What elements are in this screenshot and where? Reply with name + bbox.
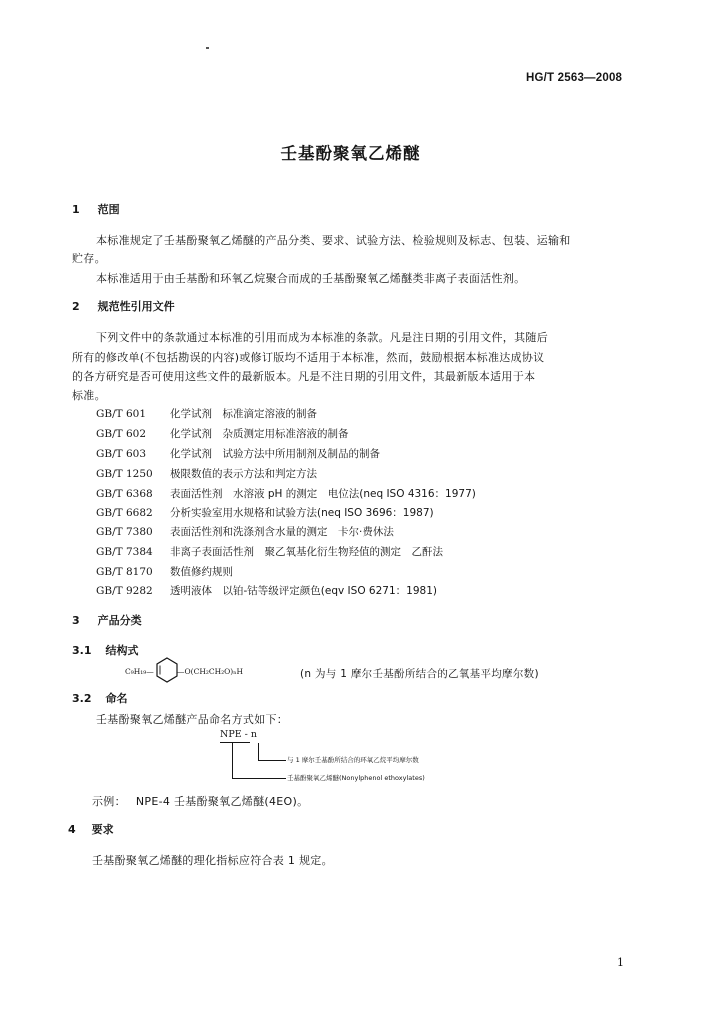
reference-name: 化学试剂 试验方法中所用制剂及制品的制备 (170, 448, 380, 460)
reference-code: GB/T 8170 (96, 566, 153, 578)
reference-name: 表面活性剂 水溶液 pH 的测定 电位法(neq ISO 4316：1977) (170, 488, 476, 500)
reference-name: 非离子表面活性剂 聚乙氧基化衍生物羟值的测定 乙酐法 (170, 546, 443, 558)
formula-note: (n 为与 1 摩尔壬基酚所结合的乙氧基平均摩尔数) (300, 668, 539, 680)
reference-code: GB/T 602 (96, 428, 147, 440)
subsection-3-2-number: 3.2 (72, 692, 92, 705)
subsection-3-1-title: 结构式 (105, 644, 139, 657)
reference-item (96, 583, 437, 598)
section-2-title: 规范性引用文件 (97, 300, 175, 313)
page-number: 1 (617, 956, 624, 969)
section-1-paragraph-1-line-2: 贮存。 (72, 252, 106, 265)
subsection-3-2-heading (72, 690, 128, 706)
section-3-title: 产品分类 (97, 614, 142, 627)
reference-name: 数值修约规则 (170, 566, 233, 578)
reference-name: 化学试剂 杂质测定用标准溶液的制备 (170, 428, 349, 440)
reference-name: 表面活性剂和洗涤剂含水量的测定 卡尔·费休法 (170, 526, 394, 538)
section-3-heading (72, 612, 142, 628)
section-2-heading (72, 298, 175, 314)
reference-item (96, 524, 394, 539)
section-1-paragraph-2: 本标准适用于由壬基酚和环氧乙烷聚合而成的壬基酚聚氧乙烯醚类非离子表面活性剂。 (96, 272, 526, 285)
reference-code: GB/T 601 (96, 408, 147, 420)
reference-name: 分析实验室用水规格和试验方法(neq ISO 3696：1987) (170, 507, 434, 519)
example-label: 示例： (92, 795, 126, 808)
naming-connector-npe-horizontal (232, 778, 286, 779)
section-2-number: 2 (72, 300, 80, 313)
reference-item (96, 505, 434, 520)
reference-item (96, 446, 380, 461)
section-2-paragraph-line-1: 下列文件中的条款通过本标准的引用而成为本标准的条款。凡是注日期的引用文件，其随后 (96, 331, 548, 344)
reference-code: GB/T 7380 (96, 526, 153, 538)
naming-underline (220, 742, 250, 743)
reference-name: 透明液体 以铂-钴等级评定颜色(eqv ISO 6271：1981) (170, 585, 437, 597)
example-text: NPE-4 壬基酚聚氧乙烯醚(4EO)。 (135, 795, 309, 808)
section-1-title: 范围 (97, 203, 120, 216)
reference-code: GB/T 9282 (96, 585, 153, 597)
standard-number: HG/T 2563—2008 (526, 72, 623, 84)
reference-item (96, 406, 317, 421)
naming-label-npe: 壬基酚聚氧乙烯醚(Nonylphenol ethoxylates) (287, 774, 425, 782)
formula-ethoxylate-chain: —O(CH₂CH₂O)ₙH (177, 667, 244, 676)
section-4-heading (68, 821, 114, 837)
subsection-3-1-heading (72, 642, 139, 658)
section-1-paragraph-1-line-1: 本标准规定了壬基酚聚氧乙烯醚的产品分类、要求、试验方法、检验规则及标志、包装、运输和 (96, 234, 571, 247)
reference-name: 化学试剂 标准滴定溶液的制备 (170, 408, 317, 420)
section-4-number: 4 (68, 823, 76, 836)
reference-code: GB/T 603 (96, 448, 147, 460)
section-2-paragraph-line-4: 标准。 (72, 389, 106, 402)
reference-name: 极限数值的表示方法和判定方法 (170, 468, 317, 480)
document-title: 壬基酚聚氧乙烯醚 (280, 144, 421, 163)
reference-code: GB/T 6682 (96, 507, 153, 519)
naming-connector-n-vertical (258, 743, 259, 760)
reference-item (96, 466, 317, 481)
section-3-number: 3 (72, 614, 80, 627)
reference-item (96, 544, 443, 559)
naming-connector-npe-vertical (232, 743, 233, 778)
naming-example (92, 793, 308, 809)
naming-code: NPE - n (220, 729, 258, 740)
section-4-paragraph: 壬基酚聚氧乙烯醚的理化指标应符合表 1 规定。 (92, 854, 333, 867)
reference-code: GB/T 7384 (96, 546, 153, 558)
section-4-title: 要求 (91, 823, 114, 836)
section-2-paragraph-line-2: 所有的修改单(不包括勘误的内容)或修订版均不适用于本标准，然而，鼓励根据本标准达成协议 (72, 351, 545, 364)
section-2-paragraph-line-3: 的各方研究是否可使用这些文件的最新版本。凡是不注日期的引用文件，其最新版本适用于本 (72, 370, 536, 383)
reference-item (96, 426, 349, 441)
naming-intro: 壬基酚聚氧乙烯醚产品命名方式如下： (96, 713, 289, 726)
scan-speck (206, 47, 209, 49)
subsection-3-2-title: 命名 (105, 692, 128, 705)
section-1-heading (72, 201, 120, 217)
benzene-ring-icon (155, 657, 179, 683)
reference-code: GB/T 6368 (96, 488, 153, 500)
reference-item (96, 486, 476, 501)
reference-code: GB/T 1250 (96, 468, 153, 480)
section-1-number: 1 (72, 203, 80, 216)
naming-label-n: 与 1 摩尔壬基酚所结合的环氧乙烷平均摩尔数 (287, 756, 419, 764)
reference-item (96, 564, 233, 579)
naming-connector-n-horizontal (258, 760, 286, 761)
subsection-3-1-number: 3.1 (72, 644, 92, 657)
formula-alkyl-group: C₉H₁₉— (125, 667, 154, 676)
